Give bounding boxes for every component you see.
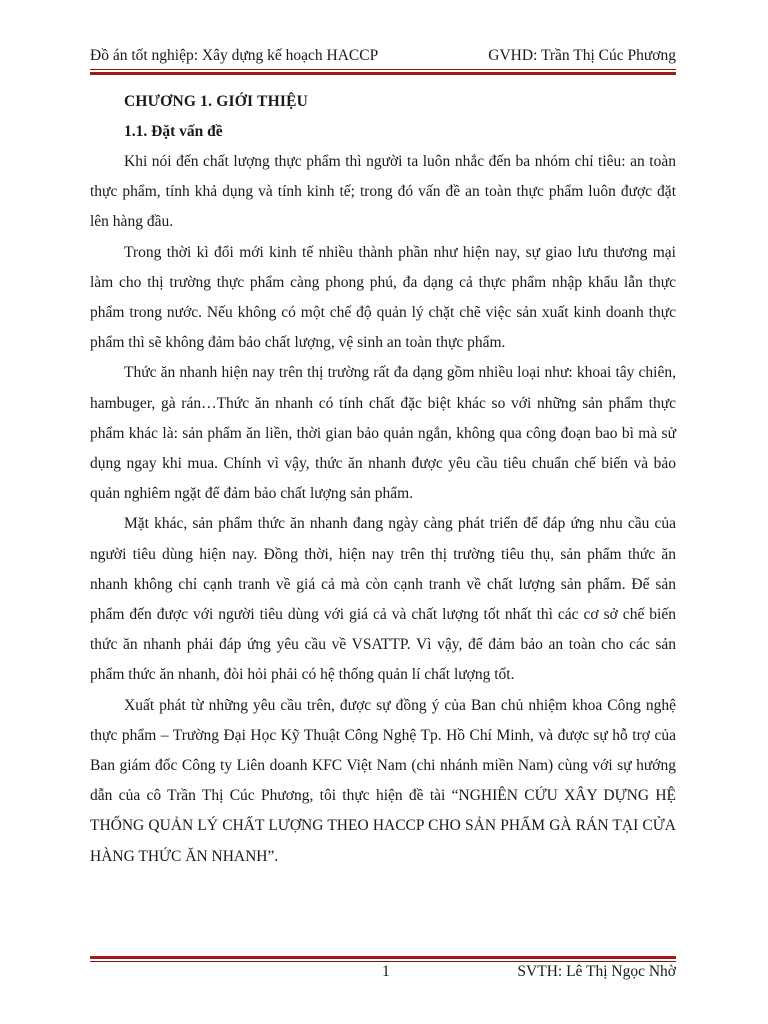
section-heading: 1.1. Đặt vấn đề <box>124 123 223 140</box>
header-advisor: GVHD: Trần Thị Cúc Phương <box>488 47 676 64</box>
paragraph-1: Khi nói đến chất lượng thực phẩm thì người ta luôn nhắc đến ba nhóm chỉ tiêu: an toàn thực phẩm, tính khả dụng và tính kinh tế; trong đó vấn đề an toàn thực phẩm luôn được đặt lên hàng đầu. <box>90 153 676 231</box>
header-rule-thick <box>90 72 676 75</box>
page-header <box>90 46 676 66</box>
paragraph-3: Thức ăn nhanh hiện nay trên thị trường rất đa dạng gồm nhiều loại như: khoai tây chiên, hambuger, gà rán…Thức ăn nhanh có tính chất đặc biệt khác so với những sản phẩm thực phẩm khác là: sản phẩm ăn liền, thời gian bảo quản ngắn, không qua công đoạn bao bì mà sử dụng ngay khi mua. Chính vì vậy, thức ăn nhanh được yêu cầu tiêu chuẩn chế biến và bảo quản nghiêm ngặt để đảm bảo chất lượng sản phẩm. <box>90 364 676 503</box>
page-number: 1 <box>382 963 390 980</box>
paragraph-4: Mặt khác, sản phẩm thức ăn nhanh đang ngày càng phát triển để đáp ứng nhu cầu của người tiêu dùng hiện nay. Đồng thời, hiện nay trên thị trường tiêu thụ, sản phẩm thức ăn nhanh không chỉ cạnh tranh về giá cả mà còn cạnh tranh về chất lượng sản phẩm. Để sản phẩm đến được với người tiêu dùng với giá cả và chất lượng tốt nhất thì các cơ sở chế biến thức ăn nhanh phải đáp ứng yêu cầu về VSATTP. Vì vậy, để đảm bảo an toàn cho các sản phẩm thức ăn nhanh, đòi hỏi phải có hệ thống quản lí chất lượng tốt. <box>90 515 676 684</box>
chapter-heading: CHƯƠNG 1. GIỚI THIỆU <box>124 93 308 110</box>
paragraph-2: Trong thời kì đổi mới kinh tế nhiều thành phần như hiện nay, sự giao lưu thương mại làm cho thị trường thực phẩm càng phong phú, đa dạng cả thực phẩm nhập khẩu lẫn thực phẩm trong nước. Nếu không có một chế độ quản lý chặt chẽ việc sản xuất kinh doanh thực phẩm thì sẽ không đảm bảo chất lượng, vệ sinh an toàn thực phẩm. <box>90 243 676 352</box>
header-title: Đồ án tốt nghiệp: Xây dựng kế hoạch HACCP <box>90 47 379 64</box>
page-body <box>90 91 676 872</box>
footer-student: SVTH: Lê Thị Ngọc Nhờ <box>517 963 676 980</box>
paragraph-5: Xuất phát từ những yêu cầu trên, được sự đồng ý của Ban chủ nhiệm khoa Công nghệ thực phẩm – Trường Đại Học Kỹ Thuật Công Nghệ Tp. Hồ Chí Minh, và được sự hỗ trợ của Ban giám đốc Công ty Liên doanh KFC Việt Nam (chi nhánh miền Nam) cùng với sự hướng dẫn của cô Trần Thị Cúc Phương, tôi thực hiện đề tài “NGHIÊN CỨU XÂY DỰNG HỆ THỐNG QUẢN LÝ CHẤT LƯỢNG THEO HACCP CHO SẢN PHẨM GÀ RÁN TẠI CỬA HÀNG THỨC ĂN NHANH”. <box>90 696 676 865</box>
footer-rule-thick <box>90 956 676 959</box>
header-rule-thin <box>90 69 676 70</box>
